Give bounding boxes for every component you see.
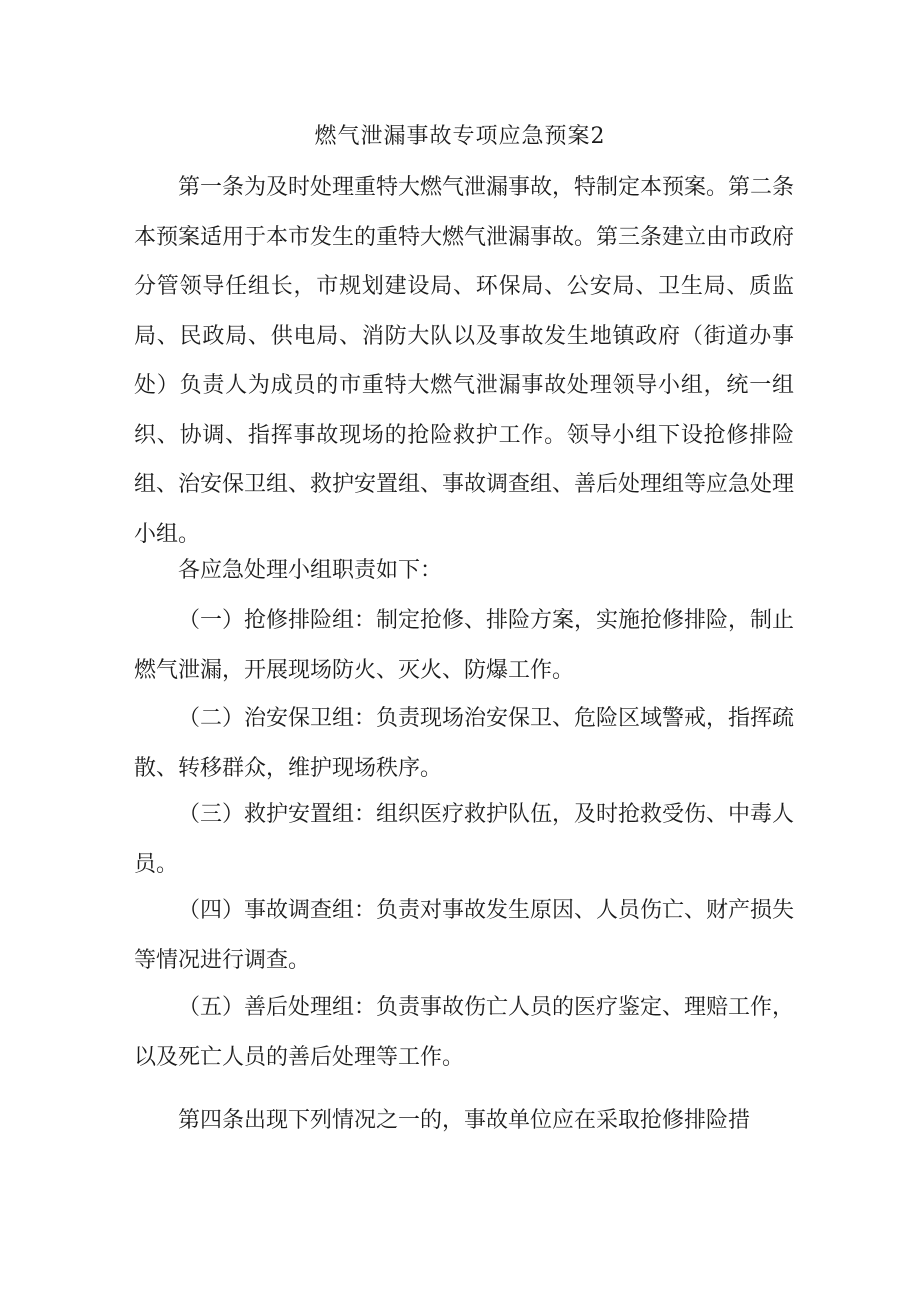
document-title: 燃气泄漏事故专项应急预案2 [314,124,606,149]
paragraph-repair-group: （一）抢修排险组：制定抢修、排险方案，实施抢修排险，制止燃气泄漏，开展现场防火、灭火、防爆工作。 [134,608,795,683]
paragraph-rescue-group: （三）救护安置组：组织医疗救护队伍，及时抢救受伤、中毒人员。 [134,802,795,877]
paragraph-article-1-3: 第一条为及时处理重特大燃气泄漏事故，特制定本预案。第二条本预案适用于本市发生的重特大燃气泄漏事故。第三条建立由市政府分管领导任组长，市规划建设局、环保局、公安局、卫生局、质监局、民政局、供电局、消防大队以及事故发生地镇政府（街道办事处）负责人为成员的市重特大燃气泄漏事故处理领导小组，统一组织、协调、指挥事故现场的抢险救护工作。领导小组下设抢修排险组、治安保卫组、救护安置组、事故调查组、善后处理组等应急处理小组。 [134,175,795,547]
paragraph-security-group: （二）治安保卫组：负责现场治安保卫、危险区域警戒，指挥疏散、转移群众，维护现场秩序。 [134,706,795,781]
paragraph-aftermath-group: （五）善后处理组：负责事故伤亡人员的医疗鉴定、理赔工作，以及死亡人员的善后处理等工作。 [134,995,795,1070]
paragraph-article-4: 第四条出现下列情况之一的，事故单位应在采取抢修排险措 [178,1108,751,1133]
paragraph-investigation-group: （四）事故调查组：负责对事故发生原因、人员伤亡、财产损失等情况进行调查。 [134,898,795,973]
paragraph-group-duties-intro: 各应急处理小组职责如下： [178,558,443,583]
